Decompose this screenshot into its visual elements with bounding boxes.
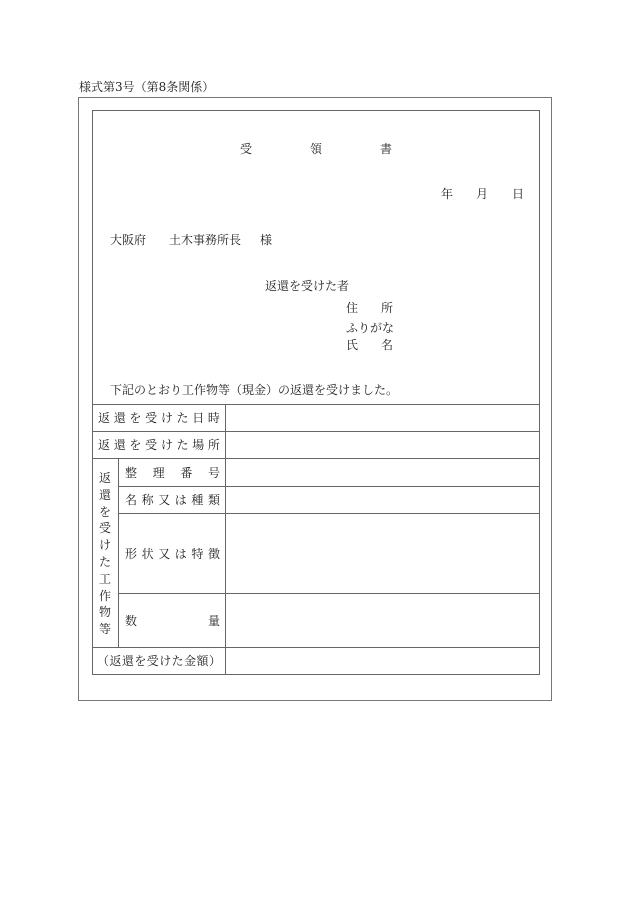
value-name-or-type[interactable] [226, 487, 539, 513]
title-char: 領 [310, 142, 323, 156]
statement-text: 下記のとおり工作物等（現金）の返還を受けました。 [110, 383, 399, 397]
furigana-label: ふりがな [346, 321, 395, 335]
title-char: 受 [240, 142, 253, 156]
recipient-heading: 返還を受けた者 [265, 279, 350, 293]
address-label: 所 [381, 301, 394, 315]
value-returned-amount[interactable] [226, 648, 539, 674]
title-char: 書 [380, 142, 393, 156]
label-return-place: 返 還 を 受 け た 場 所 [98, 438, 220, 452]
form-number-label: 様式第3号（第8条関係） [79, 80, 215, 94]
addressee-office: 土木事務所長 [169, 233, 242, 247]
value-return-place[interactable] [226, 432, 539, 458]
name-label: 名 [381, 338, 394, 352]
value-return-datetime[interactable] [226, 405, 539, 431]
address-label: 住 [346, 301, 359, 315]
label-returned-amount: （ 返 還 を 受 け た 金 額 ） [97, 654, 221, 668]
label-shape-or-features: 形 状 又 は 特 徴 [125, 546, 220, 561]
label-return-datetime: 返 還 を 受 け た 日 時 [98, 411, 220, 425]
label-name-or-type: 名 称 又 は 種 類 [125, 493, 220, 507]
table-divider [118, 458, 119, 647]
value-quantity[interactable] [226, 594, 539, 647]
date-day-label: 日 [512, 187, 525, 201]
label-reference-number: 整 理 番 号 [125, 465, 220, 480]
date-month-label: 月 [476, 187, 489, 201]
addressee-honorific: 様 [260, 233, 273, 247]
addressee-prefecture: 大阪府 [110, 233, 147, 247]
label-quantity: 数 量 [125, 613, 220, 628]
date-year-label: 年 [441, 187, 454, 201]
group-label-returned-items: 返 還 を 受 け た 工 作 物 等 [98, 471, 111, 637]
value-shape-or-features[interactable] [226, 514, 539, 593]
name-label: 氏 [346, 338, 359, 352]
value-reference-number[interactable] [226, 459, 539, 486]
